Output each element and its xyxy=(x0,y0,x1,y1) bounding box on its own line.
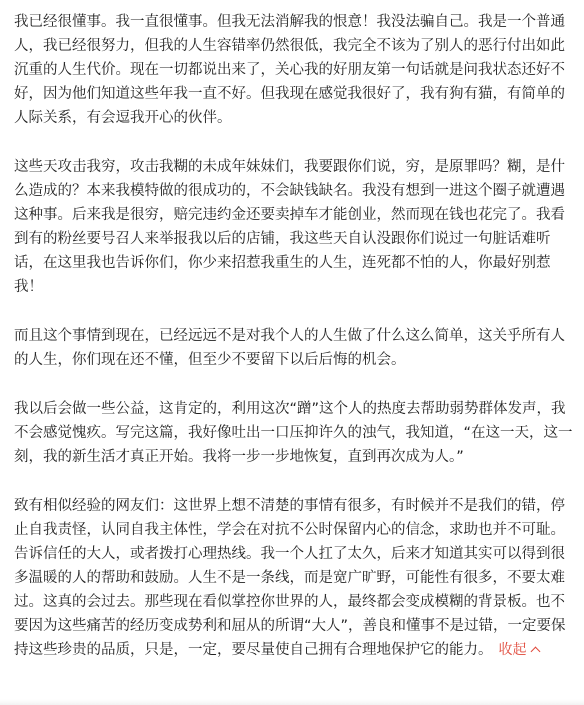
text-line: 沉重的人生代价。现在一切都说出来了，关心我的好朋友第一句话就是问我状态还好不 xyxy=(14,62,565,78)
text-line: 这些天攻击我穷，攻击我糊的未成年妹妹们，我要跟你们说，穷，是原罪吗？糊，是什 xyxy=(14,159,565,175)
text-line: 的人生，你们现在还不懂，但至少不要留下以后后悔的机会。 xyxy=(14,352,406,368)
text-line: 过。这真的会过去。那些现在看似掌控你世界的人，最终都会变成模糊的背景板。也不 xyxy=(14,594,565,610)
paragraph-1 xyxy=(14,10,574,130)
paragraph-4 xyxy=(14,397,574,469)
text-line: 我！ xyxy=(14,279,43,295)
collapse-button[interactable] xyxy=(499,642,539,658)
chevron-up-icon xyxy=(530,647,540,657)
text-line: 到有的粉丝要号召人来举报我以后的店铺，我这些天自认没跟你们说过一句脏话难听 xyxy=(14,231,551,247)
paragraph-3 xyxy=(14,324,574,372)
text-line: 话，在这里我也告诉你们，你少来招惹我重生的人生，连死都不怕的人，你最好别惹 xyxy=(14,255,551,271)
text-line: 不会感觉愧疚。写完这篇，我好像吐出一口压抑许久的浊气，我知道，“在这一天，这一 xyxy=(14,425,573,441)
text-line: 好，因为他们知道这些年我一直不好。但我现在感觉我很好了，我有狗有猫，有简单的 xyxy=(14,86,565,102)
collapse-label: 收起 xyxy=(498,642,527,658)
text-line-last xyxy=(14,638,574,662)
text-line: 致有相似经验的网友们：这世界上想不清楚的事情有很多，有时候并不是我们的错，停 xyxy=(14,498,565,514)
text-line: 人际关系，有会逗我开心的伙伴。 xyxy=(14,110,232,126)
text-line: 要因为这些痛苦的经历变成势利和屈从的所谓“大人”，善良和懂事不是过错，一定要保 xyxy=(14,618,566,634)
text-line: 这种事。后来我是很穷，赔完违约金还要卖掉车才能创业，然而现在钱也花完了。我看 xyxy=(14,207,565,223)
text-line: 刻，我的新生活才真正开始。我将一步一步地恢复，直到再次成为人。” xyxy=(14,449,464,465)
bottom-edge xyxy=(0,699,584,705)
text-line: 人，我已经很努力，但我的人生容错率仍然很低，我完全不该为了别人的恶行付出如此 xyxy=(14,38,565,54)
text-line: 我以后会做一些公益，这肯定的，利用这次“蹭”这个人的热度去帮助弱势群体发声，我 xyxy=(14,401,566,417)
text-line: 而且这个事情到现在，已经远远不是对我个人的人生做了什么这么简单，这关乎所有人 xyxy=(14,328,565,344)
text-line: 告诉信任的大人，或者拨打心理热线。我一个人扛了太久，后来才知道其实可以得到很 xyxy=(14,546,565,562)
text-line: 止自我责怪，认同自我主体性，学会在对抗不公时保留内心的信念，求助也并不可耻。 xyxy=(14,522,565,538)
text-line: 多温暖的人的帮助和鼓励。人生不是一条线，而是宽广旷野，可能性有很多，不要太难 xyxy=(14,570,565,586)
text-line: 么造成的？本来我模特做的很成功的，不会缺钱缺名。我没有想到一进这个圈子就遭遇 xyxy=(14,183,565,199)
paragraph-2 xyxy=(14,155,574,299)
text-line: 我已经很懂事。我一直很懂事。但我无法消解我的恨意！我没法骗自己。我是一个普通 xyxy=(14,14,565,30)
text-line-content: 持这些珍贵的品质，只是，一定，要尽量使自己拥有合理地保护它的能力。 xyxy=(14,642,493,658)
article-body xyxy=(14,10,574,687)
paragraph-5 xyxy=(14,494,574,662)
